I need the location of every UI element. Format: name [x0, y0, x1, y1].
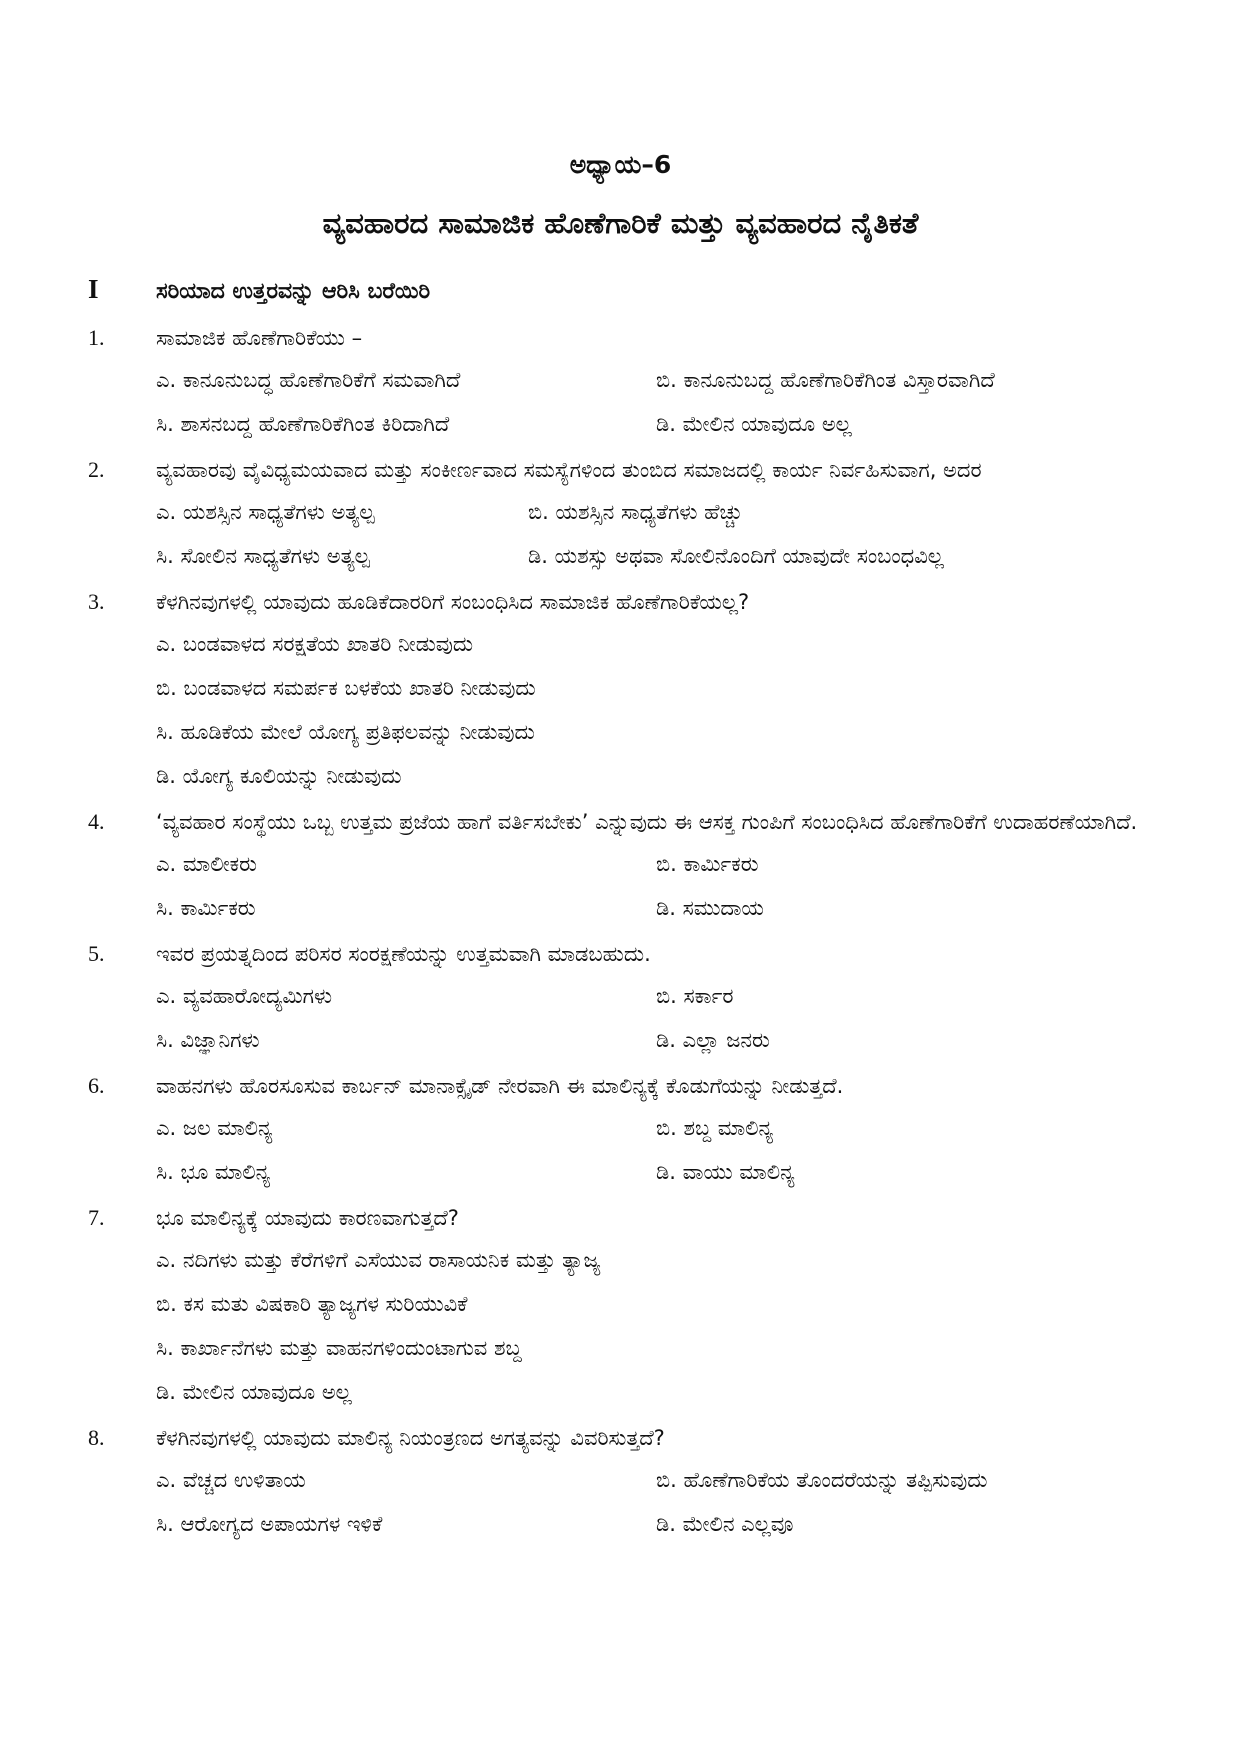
question-5: [88, 934, 1168, 1062]
option-a: ಎ. ಜಲ ಮಾಲಿನ್ಯ: [156, 1115, 273, 1140]
question-number: 5.: [88, 941, 105, 966]
option-d: ಡಿ. ಯೋಗ್ಯ ಕೂಲಿಯನ್ನು ನೀಡುವುದು: [156, 763, 402, 788]
option-b: ಬಿ. ಕಸ ಮತು ವಿಷಕಾರಿ ತ್ಯಾಜ್ಯಗಳ ಸುರಿಯುವಿಕೆ: [156, 1291, 468, 1316]
question-text: ಸಾಮಾಜಿಕ ಹೊಣೆಗಾರಿಕೆಯು –: [156, 326, 363, 350]
option-a: ಎ. ನದಿಗಳು ಮತ್ತು ಕೆರೆಗಳಿಗೆ ಎಸೆಯುವ ರಾಸಾಯನಿಕ ಮತ್ತು ತ್ಯಾಜ್ಯ: [156, 1247, 601, 1272]
question-number: 4.: [88, 809, 105, 834]
option-d: ಡಿ. ಮೇಲಿನ ಯಾವುದೂ ಅಲ್ಲ: [656, 411, 852, 436]
option-d: ಡಿ. ಎಲ್ಲಾ ಜನರು: [656, 1027, 770, 1052]
question-3: [88, 582, 1168, 798]
page-title: ವ್ಯವಹಾರದ ಸಾಮಾಜಿಕ ಹೊಣೆಗಾರಿಕೆ ಮತ್ತು ವ್ಯವಹಾರದ ನೈತಿಕತೆ: [322, 206, 919, 240]
question-text: ‘ವ್ಯವಹಾರ ಸಂಸ್ಥೆಯು ಒಬ್ಬ ಉತ್ತಮ ಪ್ರಜೆಯ ಹಾಗೆ ವರ್ತಿಸಬೇಕು’ ಎನ್ನುವುದು ಈ ಆಸಕ್ತ ಗುಂಪಿಗೆ ಸಂಬಂಧಿಸಿದ ಹೊಣೆಗಾರಿಕೆಗೆ ಉದಾಹರಣೆಯಾಗಿದೆ.: [156, 810, 1138, 834]
option-b: ಬಿ. ಸರ್ಕಾರ: [656, 983, 734, 1008]
question-2: [88, 450, 1168, 578]
question-number: 7.: [88, 1205, 105, 1230]
option-a: ಎ. ಯಶಸ್ಸಿನ ಸಾಧ್ಯತೆಗಳು ಅತ್ಯಲ್ಪ: [156, 499, 375, 524]
option-d: ಡಿ. ಮೇಲಿನ ಎಲ್ಲವೂ: [656, 1511, 794, 1536]
option-b: ಬಿ. ಯಶಸ್ಸಿನ ಸಾಧ್ಯತೆಗಳು ಹೆಚ್ಚು: [528, 499, 743, 524]
question-text: ಭೂ ಮಾಲಿನ್ಯಕ್ಕೆ ಯಾವುದು ಕಾರಣವಾಗುತ್ತದೆ?: [156, 1206, 459, 1230]
question-number: 8.: [88, 1425, 105, 1450]
option-a: ಎ. ಬಂಡವಾಳದ ಸರಕ್ಷತೆಯ ಖಾತರಿ ನೀಡುವುದು: [156, 631, 474, 656]
option-d: ಡಿ. ಮೇಲಿನ ಯಾವುದೂ ಅಲ್ಲ: [156, 1379, 352, 1404]
option-c: ಸಿ. ಆರೋಗ್ಯದ ಅಪಾಯಗಳ ಇಳಿಕೆ: [156, 1511, 383, 1536]
option-c: ಸಿ. ಕಾರ್ಮಿಕರು: [156, 895, 256, 920]
option-d: ಡಿ. ಯಶಸ್ಸು ಅಥವಾ ಸೋಲಿನೊಂದಿಗೆ ಯಾವುದೇ ಸಂಬಂಧವಿಲ್ಲ: [528, 543, 944, 568]
option-c: ಸಿ. ವಿಜ್ಞಾನಿಗಳು: [156, 1027, 260, 1052]
question-text: ಇವರ ಪ್ರಯತ್ನದಿಂದ ಪರಿಸರ ಸಂರಕ್ಷಣೆಯನ್ನು ಉತ್ತಮವಾಗಿ ಮಾಡಬಹುದು.: [156, 942, 651, 966]
question-list: [88, 318, 1168, 1550]
option-a: ಎ. ವ್ಯವಹಾರೋದ್ಯಮಿಗಳು: [156, 983, 333, 1008]
option-c: ಸಿ. ಭೂ ಮಾಲಿನ್ಯ: [156, 1159, 271, 1184]
question-8: [88, 1418, 1168, 1546]
option-b: ಬಿ. ಕಾನೂನುಬದ್ದ ಹೊಣೆಗಾರಿಕೆಗಿಂತ ವಿಸ್ತಾರವಾಗಿದೆ: [656, 367, 995, 392]
option-c: ಸಿ. ಹೂಡಿಕೆಯ ಮೇಲೆ ಯೋಗ್ಯ ಪ್ರತಿಫಲವನ್ನು ನೀಡುವುದು: [156, 719, 535, 744]
question-text: ವಾಹನಗಳು ಹೊರಸೂಸುವ ಕಾರ್ಬನ್ ಮಾನಾಕ್ಸೈಡ್ ನೇರವಾಗಿ ಈ ಮಾಲಿನ್ಯಕ್ಕೆ ಕೊಡುಗೆಯನ್ನು ನೀಡುತ್ತದೆ.: [156, 1074, 844, 1098]
option-c: ಸಿ. ಸೋಲಿನ ಸಾಧ್ಯತೆಗಳು ಅತ್ಯಲ್ಪ: [156, 543, 370, 568]
option-d: ಡಿ. ಸಮುದಾಯ: [656, 895, 764, 920]
question-1: [88, 318, 1168, 446]
option-d: ಡಿ. ವಾಯು ಮಾಲಿನ್ಯ: [656, 1159, 795, 1184]
question-text: ಕೆಳಗಿನವುಗಳಲ್ಲಿ ಯಾವುದು ಹೂಡಿಕೆದಾರರಿಗೆ ಸಂಬಂಧಿಸಿದ ಸಾಮಾಜಿಕ ಹೊಣೆಗಾರಿಕೆಯಲ್ಲ?: [156, 590, 750, 614]
section-heading: [88, 274, 1168, 305]
question-number: 3.: [88, 589, 105, 614]
question-number: 1.: [88, 325, 105, 350]
section-number: I: [88, 274, 99, 304]
question-number: 2.: [88, 457, 105, 482]
option-c: ಸಿ. ಕಾರ್ಖಾನೆಗಳು ಮತ್ತು ವಾಹನಗಳಿಂದುಂಟಾಗುವ ಶಬ್ದ: [156, 1335, 522, 1360]
option-b: ಬಿ. ಶಬ್ದ ಮಾಲಿನ್ಯ: [656, 1115, 774, 1140]
option-b: ಬಿ. ಬಂಡವಾಳದ ಸಮರ್ಪಕ ಬಳಕೆಯ ಖಾತರಿ ನೀಡುವುದು: [156, 675, 536, 700]
question-7: [88, 1198, 1168, 1414]
option-a: ಎ. ಮಾಲೀಕರು: [156, 851, 257, 876]
option-b: ಬಿ. ಹೊಣೆಗಾರಿಕೆಯ ತೊಂದರೆಯನ್ನು ತಪ್ಪಿಸುವುದು: [656, 1467, 988, 1492]
chapter-heading: ಅಧ್ಯಾಯ–6: [569, 150, 672, 179]
option-b: ಬಿ. ಕಾರ್ಮಿಕರು: [656, 851, 759, 876]
option-a: ಎ. ಕಾನೂನುಬದ್ಧ ಹೊಣೆಗಾರಿಕೆಗೆ ಸಮವಾಗಿದೆ: [156, 367, 461, 392]
question-6: [88, 1066, 1168, 1194]
section-instruction: ಸರಿಯಾದ ಉತ್ತರವನ್ನು ಆರಿಸಿ ಬರೆಯಿರಿ: [156, 279, 431, 304]
question-text: ವ್ಯವಹಾರವು ವೈವಿಧ್ಯಮಯವಾದ ಮತ್ತು ಸಂಕೀರ್ಣವಾದ ಸಮಸ್ಯೆಗಳಿಂದ ತುಂಬಿದ ಸಮಾಜದಲ್ಲಿ ಕಾರ್ಯ ನಿರ್ವಹಿಸುವಾಗ, ಅದರ: [156, 458, 982, 482]
question-4: [88, 802, 1168, 930]
question-number: 6.: [88, 1073, 105, 1098]
question-text: ಕೆಳಗಿನವುಗಳಲ್ಲಿ ಯಾವುದು ಮಾಲಿನ್ಯ ನಿಯಂತ್ರಣದ ಅಗತ್ಯವನ್ನು ವಿವರಿಸುತ್ತದೆ?: [156, 1426, 665, 1450]
option-a: ಎ. ವೆಚ್ಚದ ಉಳಿತಾಯ: [156, 1467, 306, 1492]
option-c: ಸಿ. ಶಾಸನಬದ್ದ ಹೊಣೆಗಾರಿಕೆಗಿಂತ ಕಿರಿದಾಗಿದೆ: [156, 411, 450, 436]
